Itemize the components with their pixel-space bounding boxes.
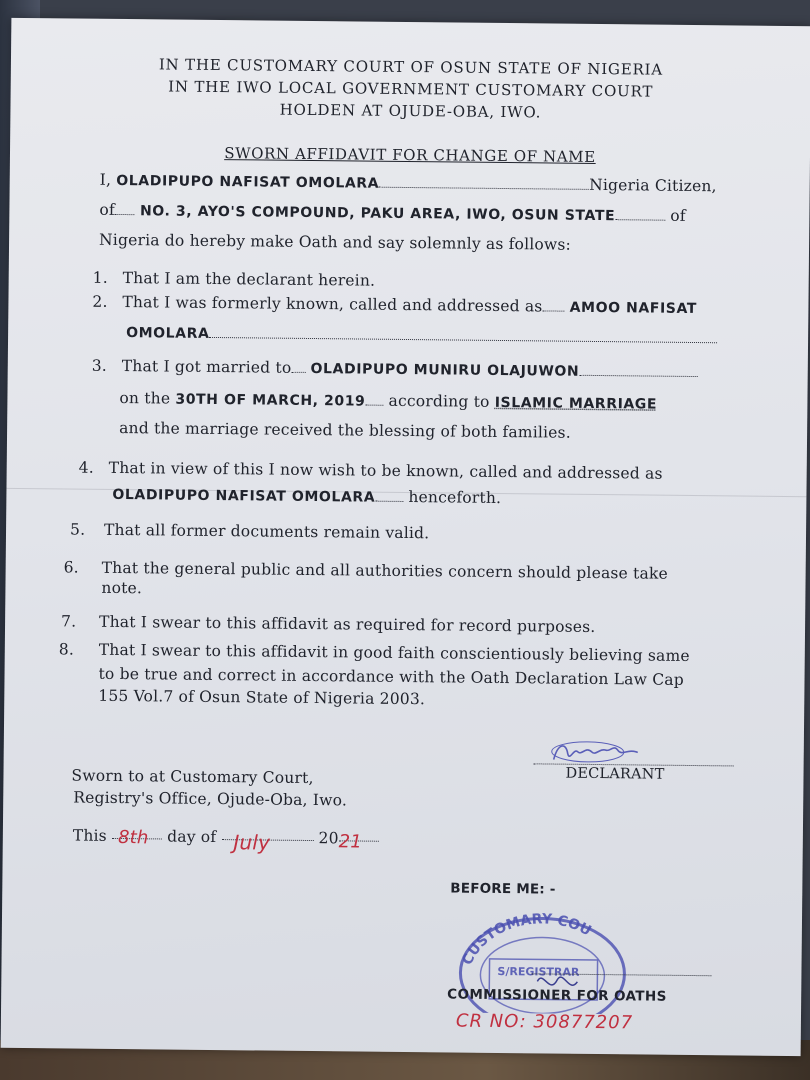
signature-scribble-icon [548, 737, 648, 768]
court-header-line-3: HOLDEN AT OJUDE-OBA, IWO. [279, 100, 542, 122]
affidavit-document [1, 18, 810, 1056]
court-header-line-1: IN THE CUSTOMARY COURT OF OSUN STATE OF NIGERIA [158, 55, 664, 79]
item-8-cont-1: to be true and correct in accordance with the Oath Declaration Law Cap [98, 664, 684, 689]
item-6: 6. That the general public and all authorities concern should please take [63, 558, 669, 583]
item-5: 5. That all former documents remain valid. [69, 520, 430, 543]
item-3-date: on the 30TH OF MARCH, 2019 according to ISLAMIC MARRIAGE [119, 388, 658, 413]
new-name: OLADIPUPO NAFISAT OMOLARA [112, 486, 376, 506]
handwritten-month: July [233, 830, 271, 855]
item-6-cont: note. [101, 578, 143, 598]
handwritten-year: 21 [338, 831, 363, 853]
intro-oath: Nigeria do hereby make Oath and say solemnly as follows: [99, 230, 572, 254]
former-name-b: OMOLARA [126, 325, 210, 342]
cr-number-handwritten: CR NO: 30877207 [455, 1010, 634, 1034]
sworn-line-2: Registry's Office, Ojude-Oba, Iwo. [73, 788, 348, 810]
court-header-line-2: IN THE IWO LOCAL GOVERNMENT CUSTOMARY COURT [168, 77, 654, 101]
item-3-blessing: and the marriage received the blessing of both families. [119, 418, 571, 442]
document-title: SWORN AFFIDAVIT FOR CHANGE OF NAME [224, 144, 596, 166]
item-2-cont [126, 323, 717, 347]
dotted-fill [379, 175, 589, 190]
item-4-name: OLADIPUPO NAFISAT OMOLARA henceforth. [112, 486, 502, 507]
sworn-date-line: This 8th day of July 20 21 [73, 827, 379, 848]
declarant-label: DECLARANT [565, 765, 665, 783]
svg-text:S/REGISTRAR: S/REGISTRAR [497, 964, 580, 979]
former-name-a: AMOO NAFISAT [569, 299, 698, 318]
svg-text:CUSTOMARY COU: CUSTOMARY COU [459, 911, 594, 968]
intro-line-1: I, OLADIPUPO NAFISAT OMOLARA Nigeria Citizen, [99, 170, 717, 196]
item-7: 7. That I swear to this affidavit as required for record purposes. [61, 612, 596, 636]
item-8-cont-2: 155 Vol.7 of Osun State of Nigeria 2003. [98, 686, 426, 709]
intro-line-2: of NO. 3, AYO'S COMPOUND, PAKU AREA, IWO, OSUN STATE of [99, 200, 686, 225]
sworn-line-1: Sworn to at Customary Court, [71, 766, 314, 788]
item-3: 3. That I got married to OLADIPUPO MUNIRU OLAJUWON [92, 357, 698, 381]
spouse-name: OLADIPUPO MUNIRU OLAJUWON [310, 360, 580, 380]
item-4: 4. That in view of this I now wish to be known, called and addressed as [78, 458, 663, 483]
marriage-type: ISLAMIC MARRIAGE [494, 394, 658, 413]
item-8: 8. That I swear to this affidavit in good faith conscientiously believing same [58, 640, 690, 665]
commissioner-label: COMMISSIONER FOR OATHS [447, 986, 667, 1005]
item-2: 2. That I was formerly known, called and addressed as AMOO NAFISAT [92, 292, 698, 318]
handwritten-day: 8th [117, 827, 149, 849]
marriage-date: 30TH OF MARCH, 2019 [175, 391, 366, 410]
declarant-address: NO. 3, AYO'S COMPOUND, PAKU AREA, IWO, OSUN STATE [139, 203, 616, 225]
declarant-name: OLADIPUPO NAFISAT OMOLARA [116, 172, 380, 192]
declarant-signature [534, 737, 734, 766]
before-me-label: BEFORE ME: - [450, 880, 556, 898]
item-1: 1. That I am the declarant herein. [92, 268, 376, 290]
